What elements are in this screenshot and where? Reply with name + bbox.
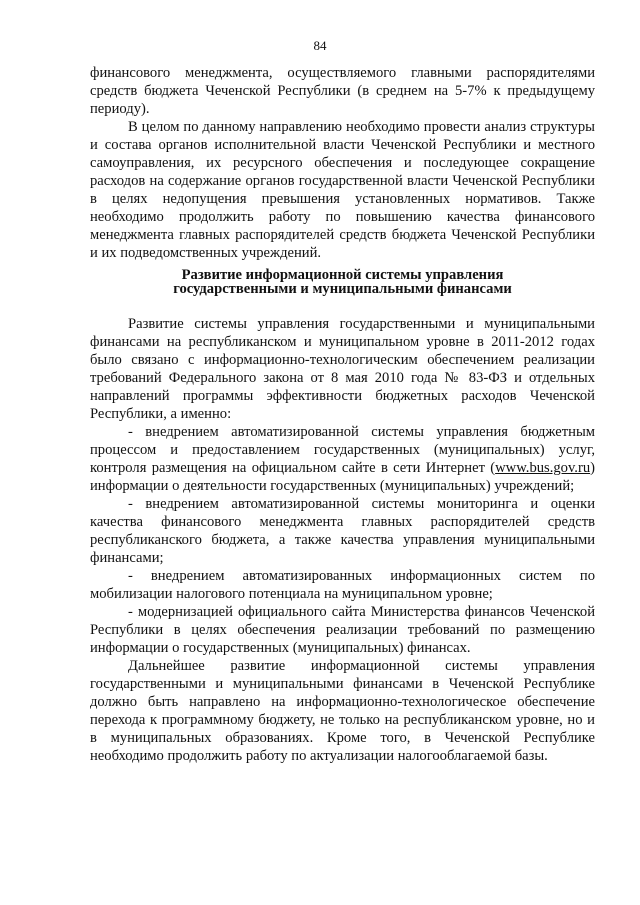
section-heading-line: Развитие информационной системы управления xyxy=(181,267,504,283)
bullet-text: - внедрением автоматизированной системы управления бюджетным процессом и предоставлением государственных (муниципальных) услуг, контроля размещения на официальном сайте в сети Интернет ( xyxy=(90,424,595,476)
bullet-item: - внедрением автоматизированных информационных систем по мобилизации налогового потенциала на муниципальном уровне; xyxy=(90,568,595,602)
intro-text xyxy=(90,64,595,262)
bullet-item: - внедрением автоматизированной системы мониторинга и оценки качества финансового менеджмента главных распорядителей средств республиканского бюджета, а также качества управления муниципальными финансами; xyxy=(90,496,595,566)
bullet-item: - модернизацией официального сайта Министерства финансов Чеченской Республики в целях обеспечения реализации требований по размещению информации о государственных (муниципальных) финансах. xyxy=(90,604,595,656)
paragraph: Дальнейшее развитие информационной системы управления государственными и муниципальными финансами в Чеченской Республике должно быть направлено на информационно-технологическое обеспечение перехода к программному бюджету, не только на республиканском уровне, но и в муниципальных образованиях. Кроме того, в Чеченской Республике необходимо продолжить работу по актуализации налогооблагаемой базы. xyxy=(90,658,595,764)
section-heading-line: государственными и муниципальными финансами xyxy=(173,281,512,297)
bus-gov-link[interactable]: www.bus.gov.ru xyxy=(495,460,591,476)
section-text xyxy=(90,315,595,765)
paragraph-continued: финансового менеджмента, осуществляемого главными распорядителями средств бюджета Чеченской Республики (в среднем на 5-7% к предыдущему периоду). xyxy=(90,65,595,117)
paragraph: В целом по данному направлению необходимо провести анализ структуры и состава органов исполнительной власти Чеченской Республики и местного самоуправления, их ресурсного обеспечения и последующее сокращение расходов на содержание органов государственной власти Чеченской Республики в целях недопущения превышения установленных нормативов. Также необходимо продолжить работу по повышению качества финансового менеджмента главных распорядителей средств бюджета Чеченской Республики и их подведомственных учреждений. xyxy=(90,119,595,261)
page-number: 84 xyxy=(313,38,327,53)
paragraph: Развитие системы управления государственными и муниципальными финансами на республиканском и муниципальном уровне в 2011-2012 годах было связано с информационно-технологическим обеспечением реализации требований Федерального закона от 8 мая 2010 года № 83-ФЗ и отдельных направлений программы эффективности бюджетных расходов Чеченской Республики, а именно: xyxy=(90,316,595,422)
section-heading xyxy=(90,268,595,296)
bullet-item xyxy=(90,423,595,495)
bullet-text: ) информации о деятельности государственных (муниципальных) учреждений; xyxy=(90,460,595,494)
